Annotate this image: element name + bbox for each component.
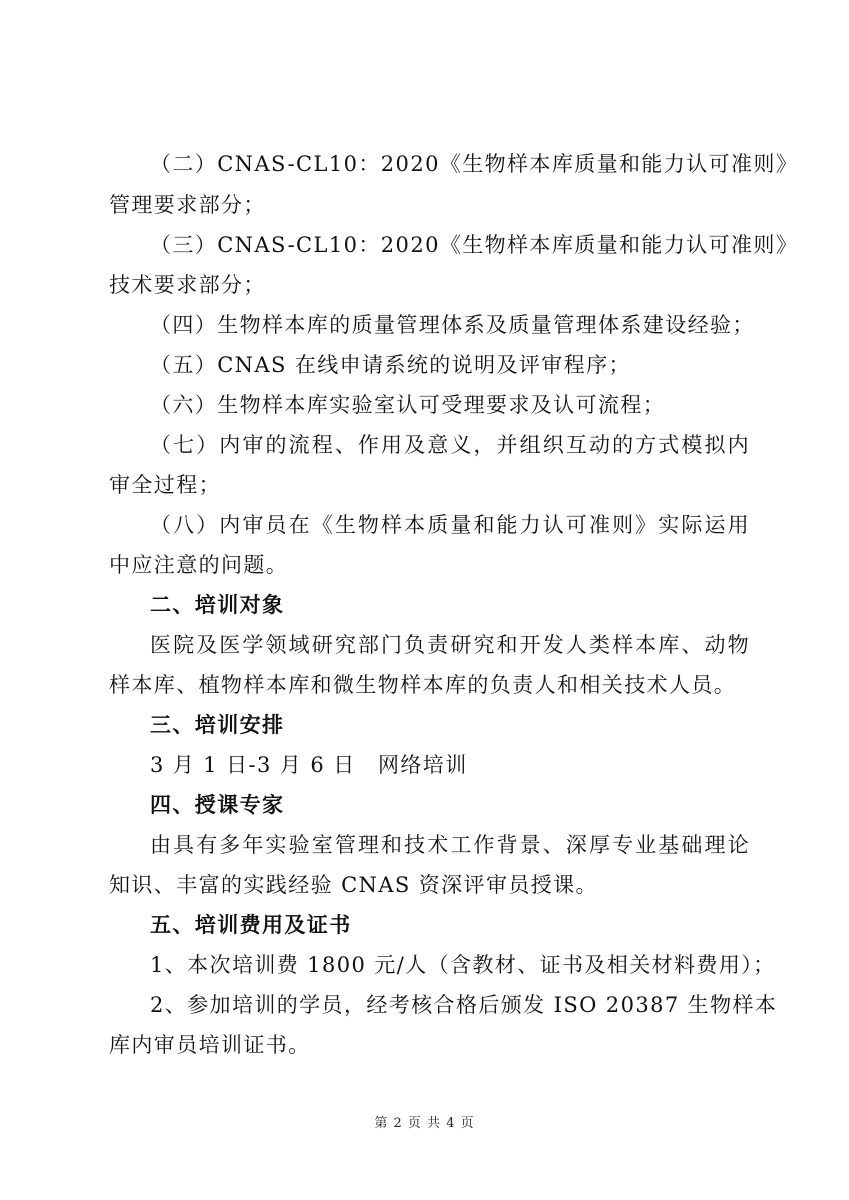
section-heading-training-target: 二、培训对象 <box>150 592 285 617</box>
list-item-4: （四）生物样本库的质量管理体系及质量管理体系建设经验； <box>150 313 755 337</box>
list-item-2-line-1: （二）CNAS-CL10：2020《生物样本库质量和能力认可准则》 <box>150 152 799 176</box>
page-number-footer: 第 2 页 共 4 页 <box>374 1116 475 1131</box>
paragraph-schedule: 3 月 1 日-3 月 6 日 网络培训 <box>150 753 468 777</box>
paragraph-fee: 1、本次培训费 1800 元/人（含教材、证书及相关材料费用）； <box>150 953 776 977</box>
paragraph-target-line-1: 医院及医学领域研究部门负责研究和开发人类样本库、动物 <box>150 633 750 657</box>
list-item-7-line-1: （七）内审的流程、作用及意义，并组织互动的方式模拟内 <box>150 433 750 457</box>
list-item-8-line-2: 中应注意的问题。 <box>109 553 289 577</box>
section-heading-training-schedule: 三、培训安排 <box>150 712 285 737</box>
list-item-7-line-2: 审全过程； <box>109 473 221 497</box>
paragraph-instructors-line-2: 知识、丰富的实践经验 CNAS 资深评审员授课。 <box>109 873 598 897</box>
list-item-8-line-1: （八）内审员在《生物样本质量和能力认可准则》实际运用 <box>150 513 750 537</box>
section-heading-instructors: 四、授课专家 <box>150 792 285 817</box>
paragraph-certificate-line-1: 2、参加培训的学员，经考核合格后颁发 ISO 20387 生物样本 <box>150 993 778 1017</box>
paragraph-instructors-line-1: 由具有多年实验室管理和技术工作背景、深厚专业基础理论 <box>150 833 750 857</box>
list-item-6: （六）生物样本库实验室认可受理要求及认可流程； <box>150 393 666 417</box>
list-item-3-line-2: 技术要求部分； <box>109 273 266 297</box>
paragraph-certificate-line-2: 库内审员培训证书。 <box>109 1033 311 1057</box>
section-heading-fees-certificate: 五、培训费用及证书 <box>150 912 352 937</box>
list-item-3-line-1: （三）CNAS-CL10：2020《生物样本库质量和能力认可准则》 <box>150 233 799 257</box>
paragraph-target-line-2: 样本库、植物样本库和微生物样本库的负责人和相关技术人员。 <box>109 673 737 697</box>
list-item-5: （五）CNAS 在线申请系统的说明及评审程序； <box>150 353 631 377</box>
list-item-2-line-2: 管理要求部分； <box>109 193 266 217</box>
